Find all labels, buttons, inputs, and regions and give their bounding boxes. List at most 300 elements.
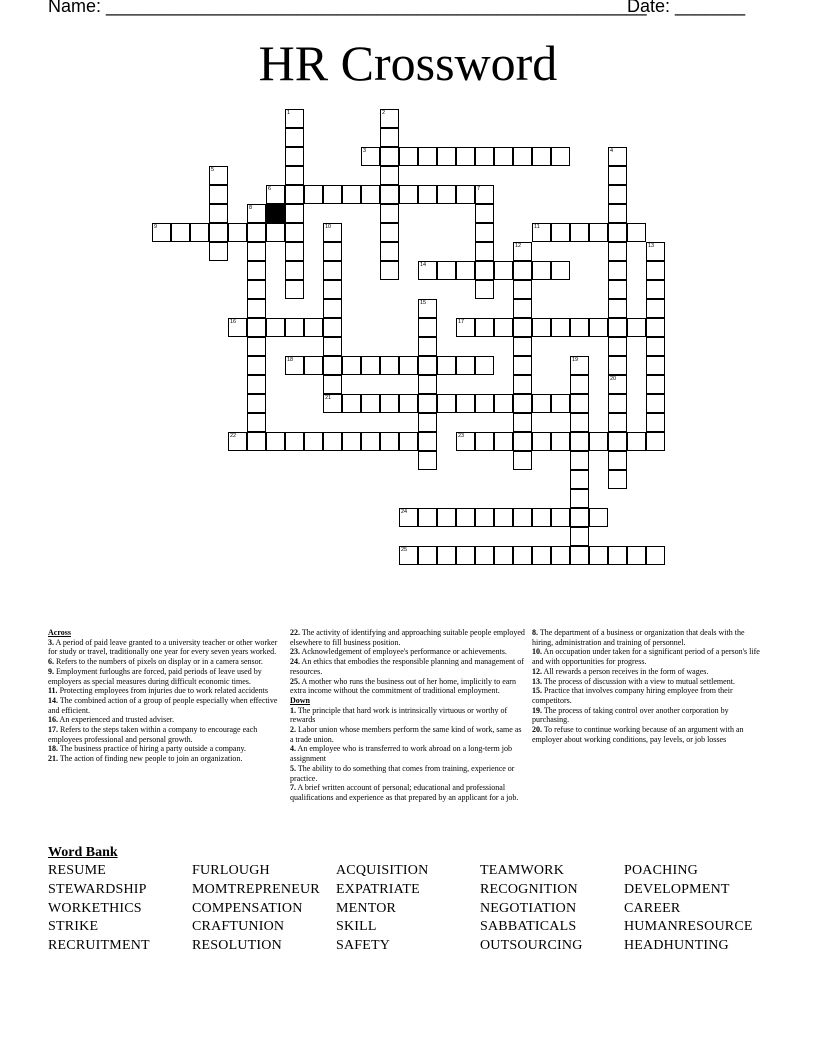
grid-cell[interactable]: [494, 261, 513, 280]
grid-cell[interactable]: [570, 356, 589, 375]
grid-cell[interactable]: [627, 223, 646, 242]
grid-cell[interactable]: [247, 242, 266, 261]
grid-cell[interactable]: [551, 261, 570, 280]
grid-cell[interactable]: [513, 508, 532, 527]
word-bank-item: MOMTREPRENEUR: [192, 881, 320, 897]
grid-cell[interactable]: [418, 299, 437, 318]
grid-cell[interactable]: [323, 185, 342, 204]
grid-cell[interactable]: [513, 375, 532, 394]
grid-cell[interactable]: [323, 432, 342, 451]
clue-item: [532, 647, 760, 666]
clue-item-text: An occupation under taken for a significant period of a person's life and with opportunities for progress.: [532, 647, 760, 667]
grid-cell[interactable]: [418, 546, 437, 565]
grid-cell[interactable]: [513, 394, 532, 413]
grid-cell[interactable]: [247, 223, 266, 242]
grid-cell[interactable]: [551, 318, 570, 337]
clue-number: 10: [325, 224, 332, 230]
grid-cell[interactable]: [608, 299, 627, 318]
grid-cell[interactable]: [551, 147, 570, 166]
clue-number: 14: [420, 262, 427, 268]
grid-cell[interactable]: [608, 337, 627, 356]
grid-cell[interactable]: [437, 546, 456, 565]
grid-cell[interactable]: [551, 394, 570, 413]
grid-cell[interactable]: [608, 546, 627, 565]
grid-cell[interactable]: [304, 185, 323, 204]
grid-cell[interactable]: [570, 394, 589, 413]
clue-number: 21: [325, 395, 332, 401]
grid-cell[interactable]: [475, 147, 494, 166]
word-bank-item: POACHING: [624, 863, 698, 878]
clue-item-number: 13.: [532, 676, 542, 686]
grid-cell[interactable]: [513, 546, 532, 565]
clue-item-number: 9.: [48, 666, 54, 676]
clue-number: 11: [534, 224, 540, 230]
grid-cell[interactable]: [570, 489, 589, 508]
grid-cell[interactable]: [551, 546, 570, 565]
grid-cell[interactable]: [323, 261, 342, 280]
grid-cell[interactable]: [475, 546, 494, 565]
grid-cell[interactable]: [608, 394, 627, 413]
word-bank-item: SKILL: [336, 919, 377, 935]
word-bank-item: SABBATICALS: [480, 919, 577, 935]
word-bank-item: TEAMWORK: [480, 863, 565, 878]
grid-cell[interactable]: [285, 223, 304, 242]
grid-cell[interactable]: [589, 508, 608, 527]
grid-cell[interactable]: [247, 204, 266, 223]
clue-item-text: The action of finding new people to join an organization.: [58, 754, 243, 764]
clue-item-text: Protecting employees from injuries due to work related accidents: [57, 686, 268, 696]
grid-cell[interactable]: [266, 185, 285, 204]
grid-cell[interactable]: [399, 508, 418, 527]
clue-item-number: 25.: [290, 676, 300, 686]
grid-cell[interactable]: [475, 223, 494, 242]
clue-item: [290, 647, 526, 657]
clue-number: 7: [477, 186, 481, 192]
clue-number: 18: [287, 357, 294, 363]
clue-item-number: 24.: [290, 657, 300, 667]
clue-item-number: 12.: [532, 666, 542, 676]
grid-cell[interactable]: [323, 337, 342, 356]
grid-cell[interactable]: [646, 337, 665, 356]
grid-cell[interactable]: [570, 432, 589, 451]
clue-item: [48, 638, 280, 657]
grid-cell[interactable]: [342, 394, 361, 413]
grid-cell[interactable]: [608, 261, 627, 280]
grid-cell[interactable]: [247, 318, 266, 337]
grid-cell[interactable]: [437, 356, 456, 375]
grid-cell[interactable]: [456, 185, 475, 204]
clue-item-text: All rewards a person receives in the form of wages.: [542, 666, 709, 676]
clue-item: [48, 744, 280, 754]
grid-cell[interactable]: [285, 356, 304, 375]
grid-cell[interactable]: [646, 318, 665, 337]
grid-cell[interactable]: [190, 223, 209, 242]
grid-cell[interactable]: [570, 318, 589, 337]
clue-item-number: 18.: [48, 744, 58, 754]
grid-cell[interactable]: [475, 508, 494, 527]
grid-cell[interactable]: [456, 261, 475, 280]
clue-item-text: The ability to do something that comes from training, experience or practice.: [290, 763, 515, 783]
grid-cell[interactable]: [475, 432, 494, 451]
grid-cell[interactable]: [551, 432, 570, 451]
grid-cell[interactable]: [380, 356, 399, 375]
grid-cell[interactable]: [285, 109, 304, 128]
grid-cell[interactable]: [285, 432, 304, 451]
grid-cell[interactable]: [209, 242, 228, 261]
grid-cell[interactable]: [532, 147, 551, 166]
grid-cell[interactable]: [513, 413, 532, 432]
grid-cell[interactable]: [247, 432, 266, 451]
grid-cell[interactable]: [209, 204, 228, 223]
clue-item: [290, 628, 526, 647]
grid-cell[interactable]: [646, 280, 665, 299]
grid-cell[interactable]: [380, 147, 399, 166]
grid-cell[interactable]: [532, 546, 551, 565]
grid-cell[interactable]: [608, 204, 627, 223]
grid-cell[interactable]: [627, 318, 646, 337]
grid-cell[interactable]: [247, 337, 266, 356]
grid-cell[interactable]: [646, 546, 665, 565]
grid-cell[interactable]: [532, 261, 551, 280]
grid-cell[interactable]: [475, 204, 494, 223]
grid-cell[interactable]: [456, 508, 475, 527]
clue-item-text: The principle that hard work is intrinsically virtuous or worthy of rewards: [290, 705, 508, 725]
grid-cell[interactable]: [608, 242, 627, 261]
grid-cell[interactable]: [570, 527, 589, 546]
grid-cell[interactable]: [418, 356, 437, 375]
grid-cell[interactable]: [304, 318, 323, 337]
grid-cell[interactable]: [456, 546, 475, 565]
grid-cell[interactable]: [475, 356, 494, 375]
grid-cell[interactable]: [323, 299, 342, 318]
grid-cell[interactable]: [608, 280, 627, 299]
grid-cell[interactable]: [608, 432, 627, 451]
date-field-label: Date: _______: [627, 0, 746, 16]
grid-cell[interactable]: [380, 223, 399, 242]
grid-cell[interactable]: [627, 546, 646, 565]
grid-cell[interactable]: [418, 261, 437, 280]
clue-number: 6: [268, 186, 272, 192]
grid-cell[interactable]: [209, 166, 228, 185]
word-bank-item: HEADHUNTING: [624, 938, 729, 954]
grid-cell[interactable]: [418, 432, 437, 451]
clue-item-text: To refuse to continue working because of an argument with an employer about working conditions, pay levels, or job losses: [532, 725, 744, 744]
grid-cell[interactable]: [380, 185, 399, 204]
grid-cell[interactable]: [437, 147, 456, 166]
grid-cell[interactable]: [494, 147, 513, 166]
clue-item-number: 3.: [48, 637, 54, 647]
grid-cell[interactable]: [456, 318, 475, 337]
grid-cell[interactable]: [475, 261, 494, 280]
clue-number: 5: [211, 167, 215, 173]
grid-cell[interactable]: [437, 394, 456, 413]
grid-cell[interactable]: [513, 451, 532, 470]
word-bank-item: CAREER: [624, 900, 681, 916]
clue-item-text: Acknowledgement of employee's performance or achievements.: [300, 647, 507, 657]
word-bank-item: STEWARDSHIP: [48, 881, 147, 897]
grid-cell[interactable]: [513, 280, 532, 299]
grid-cell[interactable]: [285, 242, 304, 261]
clue-item-text: Employment furloughs are forced, paid periods of leave used by employers as special measures during difficult economic times.: [48, 666, 262, 686]
grid-cell[interactable]: [266, 318, 285, 337]
grid-cell[interactable]: [494, 508, 513, 527]
grid-cell[interactable]: [646, 242, 665, 261]
grid-cell[interactable]: [646, 261, 665, 280]
grid-cell[interactable]: [323, 242, 342, 261]
clue-item-number: 15.: [532, 686, 542, 696]
grid-cell[interactable]: [646, 432, 665, 451]
grid-cell[interactable]: [342, 432, 361, 451]
grid-cell[interactable]: [494, 432, 513, 451]
grid-cell[interactable]: [304, 356, 323, 375]
grid-cell[interactable]: [608, 356, 627, 375]
grid-cell[interactable]: [285, 185, 304, 204]
grid-cell[interactable]: [266, 223, 285, 242]
clue-item-text: An employee who is transferred to work abroad on a long-term job assignment: [290, 744, 512, 764]
grid-cell[interactable]: [513, 261, 532, 280]
clue-item-number: 6.: [48, 657, 54, 667]
grid-cell[interactable]: [418, 375, 437, 394]
word-bank-item: EXPATRIATE: [336, 881, 420, 897]
grid-cell[interactable]: [437, 261, 456, 280]
grid-cell[interactable]: [513, 356, 532, 375]
grid-cell[interactable]: [152, 223, 171, 242]
grid-cell[interactable]: [380, 204, 399, 223]
grid-cell[interactable]: [399, 432, 418, 451]
grid-cell[interactable]: [551, 508, 570, 527]
grid-cell[interactable]: [608, 223, 627, 242]
grid-cell[interactable]: [475, 185, 494, 204]
grid-cell[interactable]: [285, 280, 304, 299]
grid-cell[interactable]: [646, 299, 665, 318]
word-bank-item: FURLOUGH: [192, 863, 270, 878]
name-field-label: Name: ______________________________________________________: [48, 0, 647, 16]
clue-number: 15: [420, 300, 427, 306]
word-bank-item: ACQUISITION: [336, 863, 429, 878]
grid-cell[interactable]: [589, 318, 608, 337]
grid-cell[interactable]: [247, 261, 266, 280]
grid-cell[interactable]: [532, 223, 551, 242]
grid-cell[interactable]: [380, 394, 399, 413]
grid-cell[interactable]: [247, 375, 266, 394]
grid-cell[interactable]: [532, 508, 551, 527]
word-bank-item: RECOGNITION: [480, 881, 578, 897]
grid-cell[interactable]: [171, 223, 190, 242]
clue-number: 3: [363, 148, 367, 154]
clue-item: [48, 657, 280, 667]
clues-column-1: [48, 628, 280, 764]
grid-cell[interactable]: [551, 223, 570, 242]
clue-item-number: 16.: [48, 715, 58, 725]
grid-cell[interactable]: [437, 185, 456, 204]
word-bank-item: RESOLUTION: [192, 938, 282, 954]
grid-cell[interactable]: [228, 223, 247, 242]
grid-cell[interactable]: [399, 394, 418, 413]
grid-cell[interactable]: [608, 318, 627, 337]
grid-cell[interactable]: [608, 470, 627, 489]
grid-cell[interactable]: [323, 356, 342, 375]
grid-cell[interactable]: [570, 223, 589, 242]
grid-cell[interactable]: [570, 413, 589, 432]
grid-cell[interactable]: [247, 280, 266, 299]
grid-cell[interactable]: [399, 356, 418, 375]
grid-cell[interactable]: [418, 318, 437, 337]
word-bank-item: STRIKE: [48, 919, 99, 935]
grid-cell[interactable]: [475, 280, 494, 299]
grid-cell[interactable]: [418, 337, 437, 356]
grid-cell[interactable]: [361, 432, 380, 451]
grid-cell[interactable]: [608, 166, 627, 185]
clue-item-text: The process of discussion with a view to mutual settlement.: [542, 676, 735, 686]
grid-cell[interactable]: [456, 394, 475, 413]
grid-cell[interactable]: [608, 413, 627, 432]
grid-cell[interactable]: [608, 147, 627, 166]
grid-cell[interactable]: [247, 299, 266, 318]
grid-cell[interactable]: [285, 128, 304, 147]
grid-cell[interactable]: [418, 451, 437, 470]
clue-item: [532, 706, 760, 725]
grid-cell[interactable]: [570, 451, 589, 470]
grid-cell[interactable]: [361, 185, 380, 204]
grid-cell[interactable]: [399, 147, 418, 166]
grid-cell[interactable]: [361, 356, 380, 375]
grid-cell[interactable]: [627, 432, 646, 451]
grid-cell[interactable]: [285, 318, 304, 337]
grid-cell[interactable]: [418, 413, 437, 432]
grid-cell[interactable]: [589, 223, 608, 242]
grid-cell[interactable]: [380, 166, 399, 185]
grid-cell[interactable]: [532, 394, 551, 413]
grid-cell[interactable]: [494, 394, 513, 413]
grid-cell[interactable]: [608, 185, 627, 204]
grid-black-cell: [266, 204, 285, 223]
grid-cell[interactable]: [285, 204, 304, 223]
grid-cell[interactable]: [646, 356, 665, 375]
grid-cell[interactable]: [608, 375, 627, 394]
grid-cell[interactable]: [323, 223, 342, 242]
grid-cell[interactable]: [361, 147, 380, 166]
grid-cell[interactable]: [228, 318, 247, 337]
grid-cell[interactable]: [285, 261, 304, 280]
grid-cell[interactable]: [475, 242, 494, 261]
page-title: HR Crossword: [258, 35, 558, 91]
clue-item: [532, 667, 760, 677]
grid-cell[interactable]: [589, 546, 608, 565]
grid-cell[interactable]: [570, 508, 589, 527]
clue-item-number: 20.: [532, 725, 542, 735]
clue-item: [532, 628, 760, 647]
grid-cell[interactable]: [380, 242, 399, 261]
word-bank-item: COMPENSATION: [192, 900, 303, 916]
grid-cell[interactable]: [418, 185, 437, 204]
grid-cell[interactable]: [570, 470, 589, 489]
grid-cell[interactable]: [532, 318, 551, 337]
grid-cell[interactable]: [361, 394, 380, 413]
grid-cell[interactable]: [323, 394, 342, 413]
grid-cell[interactable]: [513, 147, 532, 166]
grid-cell[interactable]: [646, 413, 665, 432]
clue-item-number: 5.: [290, 763, 296, 773]
grid-cell[interactable]: [266, 432, 285, 451]
grid-cell[interactable]: [646, 375, 665, 394]
clue-item: [532, 677, 760, 687]
grid-cell[interactable]: [285, 166, 304, 185]
grid-cell[interactable]: [456, 356, 475, 375]
clue-item-text: An experienced and trusted adviser.: [58, 715, 174, 725]
word-bank-item: DEVELOPMENT: [624, 881, 730, 897]
clue-number: 20: [610, 376, 617, 382]
clue-item-number: 8.: [532, 628, 538, 637]
grid-cell[interactable]: [342, 185, 361, 204]
clue-number: 17: [458, 319, 465, 325]
grid-cell[interactable]: [494, 318, 513, 337]
grid-cell[interactable]: [418, 394, 437, 413]
grid-cell[interactable]: [418, 508, 437, 527]
grid-cell[interactable]: [342, 356, 361, 375]
clue-number: 16: [230, 319, 237, 325]
grid-cell[interactable]: [285, 147, 304, 166]
grid-cell[interactable]: [456, 432, 475, 451]
clue-item-number: 1.: [290, 705, 296, 715]
grid-cell[interactable]: [570, 546, 589, 565]
grid-cell[interactable]: [380, 109, 399, 128]
grid-cell[interactable]: [513, 299, 532, 318]
grid-cell[interactable]: [247, 394, 266, 413]
grid-cell[interactable]: [513, 318, 532, 337]
grid-cell[interactable]: [399, 546, 418, 565]
grid-cell[interactable]: [646, 394, 665, 413]
grid-cell[interactable]: [513, 242, 532, 261]
grid-cell[interactable]: [380, 261, 399, 280]
grid-cell[interactable]: [608, 451, 627, 470]
grid-cell[interactable]: [323, 375, 342, 394]
grid-cell[interactable]: [456, 147, 475, 166]
grid-cell[interactable]: [304, 432, 323, 451]
grid-cell[interactable]: [532, 432, 551, 451]
clue-item-number: 2.: [290, 725, 296, 735]
clue-item-number: 11.: [48, 686, 58, 696]
grid-cell[interactable]: [380, 128, 399, 147]
grid-cell[interactable]: [380, 432, 399, 451]
grid-cell[interactable]: [228, 432, 247, 451]
grid-cell[interactable]: [399, 185, 418, 204]
word-bank-title: Word Bank: [48, 845, 118, 860]
grid-cell[interactable]: [494, 546, 513, 565]
grid-cell[interactable]: [323, 318, 342, 337]
grid-cell[interactable]: [247, 356, 266, 375]
grid-cell[interactable]: [475, 318, 494, 337]
grid-cell[interactable]: [209, 223, 228, 242]
grid-cell[interactable]: [589, 432, 608, 451]
clue-number: 22: [230, 433, 237, 439]
grid-cell[interactable]: [513, 432, 532, 451]
clue-item: [290, 744, 526, 763]
grid-cell[interactable]: [475, 394, 494, 413]
grid-cell[interactable]: [209, 185, 228, 204]
grid-cell[interactable]: [437, 508, 456, 527]
clue-item-number: 4.: [290, 744, 296, 754]
clues-heading: Down: [290, 695, 311, 705]
clue-item: [290, 783, 526, 802]
grid-cell[interactable]: [570, 375, 589, 394]
grid-cell[interactable]: [418, 147, 437, 166]
word-bank-item: NEGOTIATION: [480, 900, 577, 916]
grid-cell[interactable]: [513, 337, 532, 356]
grid-cell[interactable]: [323, 280, 342, 299]
clue-item-text: The process of taking control over another corporation by purchasing.: [532, 705, 729, 725]
grid-cell[interactable]: [247, 413, 266, 432]
clue-number: 9: [154, 224, 158, 230]
